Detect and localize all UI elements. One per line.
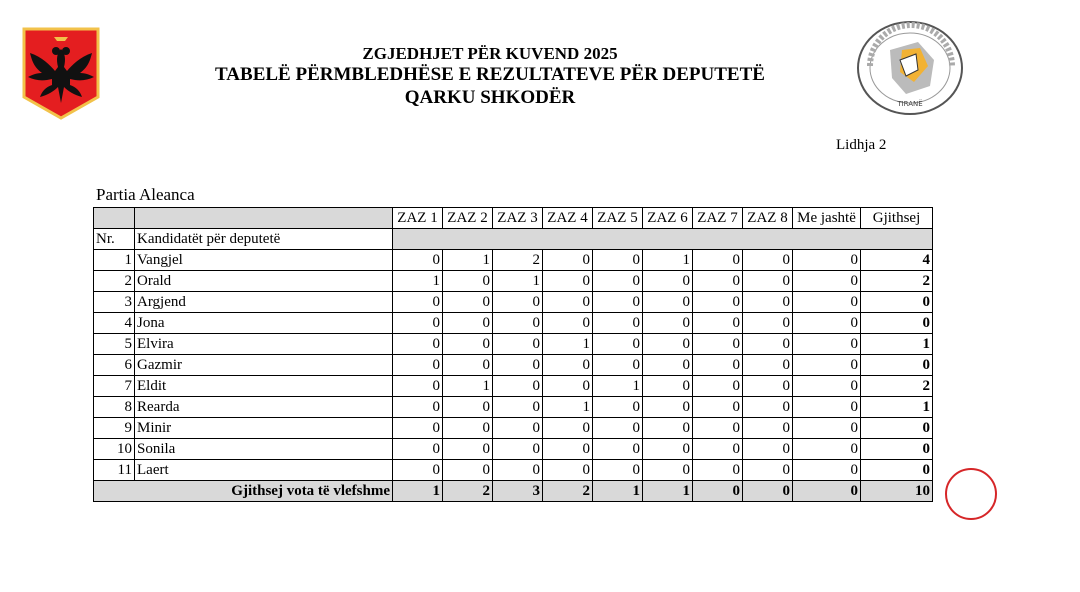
vote-cell: 1 — [643, 250, 693, 271]
candidate-name: Laert — [135, 460, 393, 481]
vote-cell: 0 — [593, 355, 643, 376]
vote-cell: 0 — [643, 334, 693, 355]
column-total-cell: 3 — [493, 481, 543, 502]
total-cell: 0 — [861, 460, 933, 481]
total-cell: 0 — [861, 439, 933, 460]
results-table — [93, 207, 933, 502]
candidate-name: Vangjel — [135, 250, 393, 271]
table-row — [94, 460, 933, 481]
vote-cell: 0 — [643, 376, 693, 397]
vote-cell: 0 — [743, 292, 793, 313]
vote-cell: 0 — [743, 355, 793, 376]
column-header: Me jashtë — [793, 208, 861, 229]
vote-cell: 0 — [693, 271, 743, 292]
vote-cell: 0 — [543, 355, 593, 376]
table-title: TABELË PËRMBLEDHËSE E REZULTATEVE PËR DEPUTETË — [215, 64, 765, 85]
vote-cell: 1 — [393, 271, 443, 292]
name-header: Kandidatët për deputetë — [135, 229, 393, 250]
vote-cell: 1 — [593, 376, 643, 397]
total-cell: 0 — [861, 355, 933, 376]
column-header: ZAZ 7 — [693, 208, 743, 229]
vote-cell: 1 — [543, 334, 593, 355]
vote-cell: 0 — [543, 292, 593, 313]
vote-cell: 0 — [793, 397, 861, 418]
table-row — [94, 355, 933, 376]
vote-cell: 0 — [793, 376, 861, 397]
vote-cell: 0 — [643, 313, 693, 334]
vote-cell: 1 — [493, 271, 543, 292]
svg-text:TIRANË: TIRANË — [897, 100, 923, 108]
table-row — [94, 334, 933, 355]
table-row — [94, 439, 933, 460]
table-row — [94, 397, 933, 418]
vote-cell: 0 — [493, 397, 543, 418]
party-label: Partia Aleanca — [96, 185, 195, 204]
row-number: 3 — [94, 292, 135, 313]
column-header: ZAZ 8 — [743, 208, 793, 229]
vote-cell: 0 — [643, 355, 693, 376]
candidate-name: Eldit — [135, 376, 393, 397]
row-number: 1 — [94, 250, 135, 271]
column-header: Gjithsej — [861, 208, 933, 229]
row-number: 4 — [94, 313, 135, 334]
vote-cell: 0 — [743, 313, 793, 334]
header-blank-cell — [393, 229, 933, 250]
table-row — [94, 313, 933, 334]
total-cell: 4 — [861, 250, 933, 271]
column-total-cell: 0 — [793, 481, 861, 502]
totals-label: Gjithsej vota të vlefshme — [94, 481, 393, 502]
vote-cell: 0 — [743, 250, 793, 271]
vote-cell: 0 — [543, 439, 593, 460]
vote-cell: 0 — [543, 418, 593, 439]
vote-cell: 0 — [443, 397, 493, 418]
vote-cell: 0 — [743, 439, 793, 460]
total-cell: 0 — [861, 292, 933, 313]
vote-cell: 0 — [793, 334, 861, 355]
vote-cell: 0 — [443, 355, 493, 376]
vote-cell: 0 — [743, 418, 793, 439]
column-header: ZAZ 3 — [493, 208, 543, 229]
vote-cell: 0 — [493, 355, 543, 376]
column-total-cell: 2 — [443, 481, 493, 502]
vote-cell: 0 — [493, 334, 543, 355]
vote-cell: 0 — [543, 460, 593, 481]
table-row — [94, 376, 933, 397]
vote-cell: 0 — [743, 334, 793, 355]
vote-cell: 0 — [393, 397, 443, 418]
vote-cell: 0 — [443, 271, 493, 292]
vote-cell: 0 — [693, 418, 743, 439]
vote-cell: 0 — [393, 334, 443, 355]
candidate-name: Rearda — [135, 397, 393, 418]
vote-cell: 0 — [643, 460, 693, 481]
vote-cell: 0 — [643, 418, 693, 439]
vote-cell: 0 — [493, 460, 543, 481]
election-title: ZGJEDHJET PËR KUVEND 2025 — [362, 44, 618, 63]
vote-cell: 0 — [693, 334, 743, 355]
column-total-cell: 0 — [743, 481, 793, 502]
vote-cell: 0 — [593, 313, 643, 334]
candidate-name: Elvira — [135, 334, 393, 355]
column-total-cell: 1 — [593, 481, 643, 502]
totals-row — [94, 481, 933, 502]
vote-cell: 0 — [643, 397, 693, 418]
total-cell: 1 — [861, 334, 933, 355]
vote-cell: 2 — [493, 250, 543, 271]
row-number: 8 — [94, 397, 135, 418]
candidate-name: Jona — [135, 313, 393, 334]
column-total-cell: 1 — [643, 481, 693, 502]
vote-cell: 0 — [593, 418, 643, 439]
vote-cell: 0 — [393, 250, 443, 271]
vote-cell: 0 — [743, 271, 793, 292]
kqz-seal-icon — [856, 20, 964, 116]
vote-cell: 0 — [443, 313, 493, 334]
district-title: QARKU SHKODËR — [404, 87, 576, 108]
vote-cell: 0 — [643, 439, 693, 460]
total-cell: 0 — [861, 313, 933, 334]
vote-cell: 0 — [693, 460, 743, 481]
vote-cell: 0 — [743, 397, 793, 418]
row-number: 9 — [94, 418, 135, 439]
vote-cell: 1 — [443, 250, 493, 271]
candidate-name: Sonila — [135, 439, 393, 460]
vote-cell: 0 — [793, 355, 861, 376]
vote-cell: 0 — [793, 460, 861, 481]
row-number: 5 — [94, 334, 135, 355]
vote-cell: 0 — [593, 334, 643, 355]
header-blank-cell — [135, 208, 393, 229]
candidate-name: Gazmir — [135, 355, 393, 376]
vote-cell: 0 — [693, 376, 743, 397]
vote-cell: 0 — [443, 292, 493, 313]
vote-cell: 0 — [393, 439, 443, 460]
grand-total-cell: 10 — [861, 481, 933, 502]
vote-cell: 0 — [393, 460, 443, 481]
column-total-cell: 2 — [543, 481, 593, 502]
vote-cell: 0 — [693, 439, 743, 460]
vote-cell: 0 — [493, 418, 543, 439]
vote-cell: 0 — [543, 313, 593, 334]
vote-cell: 0 — [393, 355, 443, 376]
vote-cell: 0 — [493, 292, 543, 313]
row-number: 6 — [94, 355, 135, 376]
vote-cell: 0 — [643, 271, 693, 292]
vote-cell: 0 — [793, 292, 861, 313]
table-row — [94, 418, 933, 439]
nr-header: Nr. — [94, 229, 135, 250]
table-row — [94, 271, 933, 292]
vote-cell: 0 — [593, 250, 643, 271]
total-cell: 2 — [861, 376, 933, 397]
row-number: 7 — [94, 376, 135, 397]
vote-cell: 0 — [593, 397, 643, 418]
vote-cell: 0 — [543, 250, 593, 271]
vote-cell: 0 — [743, 460, 793, 481]
column-total-cell: 1 — [393, 481, 443, 502]
vote-cell: 0 — [593, 292, 643, 313]
vote-cell: 0 — [593, 460, 643, 481]
vote-cell: 0 — [443, 460, 493, 481]
vote-cell: 0 — [743, 376, 793, 397]
vote-cell: 0 — [693, 250, 743, 271]
albanian-eagle-emblem-icon — [22, 27, 100, 120]
row-number: 2 — [94, 271, 135, 292]
document-title — [150, 44, 830, 109]
vote-cell: 0 — [593, 439, 643, 460]
vote-cell: 0 — [793, 439, 861, 460]
table-header-row — [94, 208, 933, 229]
vote-cell: 0 — [693, 355, 743, 376]
total-cell: 2 — [861, 271, 933, 292]
attachment-label: Lidhja 2 — [836, 137, 887, 153]
vote-cell: 0 — [693, 397, 743, 418]
header-blank-cell — [94, 208, 135, 229]
row-number: 10 — [94, 439, 135, 460]
vote-cell: 1 — [543, 397, 593, 418]
table-row — [94, 292, 933, 313]
vote-cell: 1 — [443, 376, 493, 397]
vote-cell: 0 — [793, 250, 861, 271]
table-subheader-row — [94, 229, 933, 250]
vote-cell: 0 — [443, 418, 493, 439]
candidate-name: Minir — [135, 418, 393, 439]
highlight-circle — [945, 468, 997, 520]
vote-cell: 0 — [793, 271, 861, 292]
vote-cell: 0 — [393, 418, 443, 439]
column-header: ZAZ 4 — [543, 208, 593, 229]
vote-cell: 0 — [443, 439, 493, 460]
vote-cell: 0 — [793, 313, 861, 334]
vote-cell: 0 — [543, 271, 593, 292]
column-header: ZAZ 2 — [443, 208, 493, 229]
column-total-cell: 0 — [693, 481, 743, 502]
vote-cell: 0 — [493, 376, 543, 397]
vote-cell: 0 — [393, 376, 443, 397]
table-row — [94, 250, 933, 271]
column-header: ZAZ 6 — [643, 208, 693, 229]
total-cell: 1 — [861, 397, 933, 418]
vote-cell: 0 — [693, 292, 743, 313]
column-header: ZAZ 1 — [393, 208, 443, 229]
total-cell: 0 — [861, 418, 933, 439]
vote-cell: 0 — [793, 418, 861, 439]
candidate-name: Argjend — [135, 292, 393, 313]
vote-cell: 0 — [393, 313, 443, 334]
vote-cell: 0 — [443, 334, 493, 355]
row-number: 11 — [94, 460, 135, 481]
vote-cell: 0 — [643, 292, 693, 313]
vote-cell: 0 — [543, 376, 593, 397]
column-header: ZAZ 5 — [593, 208, 643, 229]
candidate-name: Orald — [135, 271, 393, 292]
vote-cell: 0 — [493, 439, 543, 460]
vote-cell: 0 — [393, 292, 443, 313]
vote-cell: 0 — [493, 313, 543, 334]
vote-cell: 0 — [693, 313, 743, 334]
vote-cell: 0 — [593, 271, 643, 292]
